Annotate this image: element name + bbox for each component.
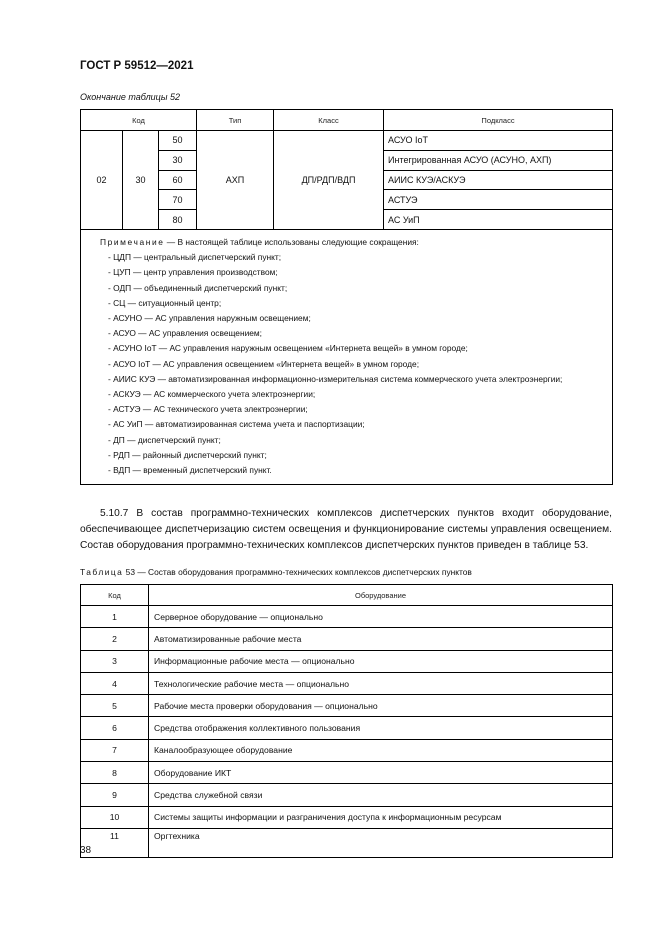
note-label: Примечание [100, 236, 165, 247]
abbreviation-list [89, 250, 606, 478]
document-header: ГОСТ Р 59512—2021 [80, 60, 194, 72]
table-53-equipment: Серверное оборудование — опционально [149, 606, 613, 628]
table-53-equipment: Оргтехника [149, 828, 613, 857]
list-item: - АСУНО — АС управления наружным освещением; [108, 313, 311, 323]
table-53-code: 8 [81, 762, 149, 784]
table-53-equipment: Средства отображения коллективного пользования [149, 717, 613, 739]
table-53-caption-label: Таблица [80, 567, 124, 577]
table-52-subclass: Интегрированная АСУО (АСУНО, АХП) [384, 150, 613, 170]
table-53-equipment: Системы защиты информации и разграничения доступа к информационным ресурсам [149, 806, 613, 828]
table-52 [80, 109, 613, 485]
list-item: - СЦ — ситуационный центр; [108, 297, 222, 308]
table-row [81, 131, 613, 151]
table-52-code-1: 02 [81, 131, 123, 230]
table-52-subclass: АС УиП [384, 210, 613, 230]
page-number: 38 [80, 845, 92, 856]
table-52-note [81, 229, 613, 484]
table-52-note-row [81, 229, 613, 484]
table-53-code: 1 [81, 606, 149, 628]
list-item: - РДП — районный диспетчерский пункт; [108, 449, 267, 460]
table-52-code-3: 80 [159, 210, 197, 230]
table-52-class: ДП/РДП/ВДП [274, 131, 384, 230]
list-item: - ОДП — объединенный диспетчерский пункт; [108, 282, 288, 293]
table-row [81, 717, 613, 739]
table-row [81, 672, 613, 694]
list-item: - ВДП — временный диспетчерский пункт. [108, 465, 272, 476]
table-53-header-row [81, 585, 613, 606]
table-53-caption-text: 53 — Состав оборудования программно-технических комплексов диспетчерских пунктов [123, 567, 472, 577]
table-row [81, 628, 613, 650]
table-53-equipment: Средства служебной связи [149, 784, 613, 806]
table-row [81, 762, 613, 784]
table-52-header-row [81, 110, 613, 131]
table-53-code: 11 [81, 828, 149, 857]
table-53-header-code: Код [81, 585, 149, 606]
list-item: - АСТУЭ — АС технического учета электроэнергии; [108, 404, 308, 415]
table-row [81, 606, 613, 628]
table-53-code: 4 [81, 672, 149, 694]
table-row [81, 806, 613, 828]
table-row [81, 739, 613, 761]
note-heading [89, 235, 606, 250]
table-53-equipment: Рабочие места проверки оборудования — опционально [149, 695, 613, 717]
table-52-header-type: Тип [197, 110, 274, 131]
list-item: - АСУНО IoT — АС управления наружным освещением «Интернета вещей» в умном городе; [108, 343, 468, 354]
table-53-code: 5 [81, 695, 149, 717]
list-item: - АСУО IoT — АС управления освещением «Интернета вещей» в умном городе; [108, 358, 420, 369]
table-53-code: 7 [81, 739, 149, 761]
table-52-header-subclass: Подкласс [384, 110, 613, 131]
table-52-code-3: 30 [159, 150, 197, 170]
table-53-code: 3 [81, 650, 149, 672]
table-52-type: АХП [197, 131, 274, 230]
note-intro: — В настоящей таблице использованы следующие сокращения: [164, 236, 419, 247]
table-52-subclass: АИИС КУЭ/АСКУЭ [384, 170, 613, 190]
table-53-code: 2 [81, 628, 149, 650]
table-53-caption [80, 567, 472, 577]
table-row [81, 828, 613, 857]
table-53-header-equipment: Оборудование [149, 585, 613, 606]
table-52-header-code: Код [81, 110, 197, 131]
list-item: - АИИС КУЭ — автоматизированная информационно-измерительная система коммерческого учета электроэнергии; [108, 373, 563, 384]
table-row [81, 695, 613, 717]
list-item: - ДП — диспетчерский пункт; [108, 434, 221, 445]
list-item: - ЦУП — центр управления производством; [108, 267, 278, 278]
table-52-code-3: 70 [159, 190, 197, 210]
table-53-equipment: Информационные рабочие места — опционально [149, 650, 613, 672]
table-53-code: 10 [81, 806, 149, 828]
list-item: - АС УиП — автоматизированная система учета и паспортизации; [108, 419, 365, 430]
table-52-code-3: 50 [159, 131, 197, 151]
table-53-equipment: Каналообразующее оборудование [149, 739, 613, 761]
table-row [81, 650, 613, 672]
table-52-code-2: 30 [123, 131, 159, 230]
table-52-subclass: АСУО IoT [384, 131, 613, 151]
list-item: - АСКУЭ — АС коммерческого учета электроэнергии; [108, 389, 316, 400]
table-52-subclass: АСТУЭ [384, 190, 613, 210]
section-paragraph: 5.10.7 В состав программно-технических комплексов диспетчерских пунктов входит оборудование, обеспечивающее диспетчеризацию систем освещения и функционирование системы управления освещением. Состав оборудования программно-технических комплексов диспетчерских пунктов приведен в таблице 53. [80, 508, 612, 551]
table-53-code: 6 [81, 717, 149, 739]
table-53-code: 9 [81, 784, 149, 806]
list-item: - ЦДП — центральный диспетчерский пункт; [108, 252, 282, 263]
table-53-equipment: Оборудование ИКТ [149, 762, 613, 784]
table-53 [80, 584, 613, 858]
table-row [81, 784, 613, 806]
table-52-code-3: 60 [159, 170, 197, 190]
table-52-header-class: Класс [274, 110, 384, 131]
table-53-equipment: Технологические рабочие места — опционально [149, 672, 613, 694]
list-item: - АСУО — АС управления освещением; [108, 328, 263, 339]
table-52-caption: Окончание таблицы 52 [80, 92, 180, 102]
table-53-equipment: Автоматизированные рабочие места [149, 628, 613, 650]
